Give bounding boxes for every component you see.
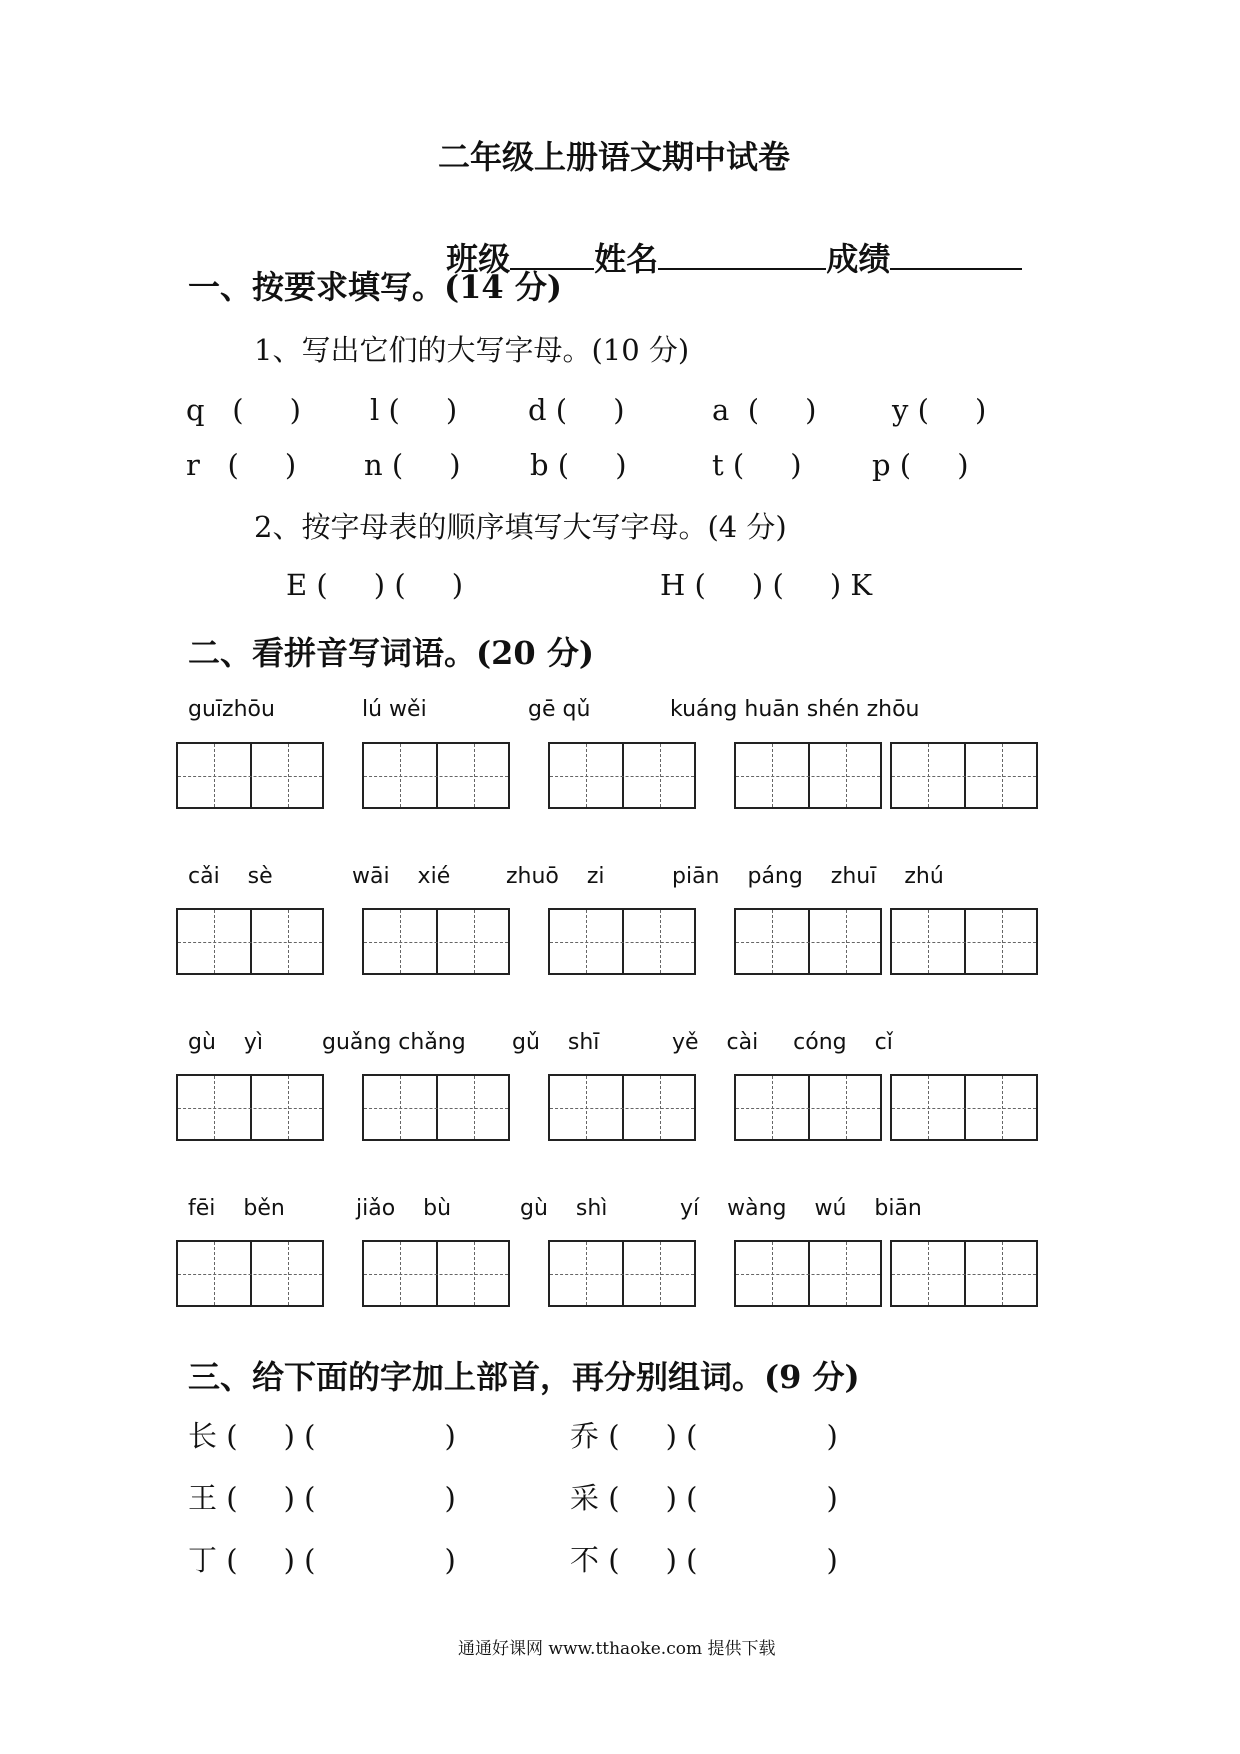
- grid-line: [178, 1108, 322, 1109]
- page-title: 二年级上册语文期中试卷: [438, 138, 791, 176]
- writing-grid[interactable]: [734, 742, 882, 809]
- grid-line: [550, 1274, 694, 1275]
- base-character: 不: [570, 1543, 600, 1577]
- name-label: 姓名: [594, 240, 659, 278]
- writing-grid[interactable]: [890, 1074, 1038, 1141]
- grid-line: [364, 1108, 508, 1109]
- radical-item: 不 ( ) ( ): [570, 1543, 838, 1577]
- grid-line: [736, 1274, 880, 1275]
- writing-grid[interactable]: [890, 1240, 1038, 1307]
- writing-grid[interactable]: [548, 1240, 696, 1307]
- letter: n: [364, 448, 383, 482]
- base-character: 王: [188, 1481, 218, 1515]
- base-character: 乔: [570, 1419, 600, 1453]
- pinyin-label: gù shì: [520, 1196, 608, 1221]
- radical-item: 乔 ( ) ( ): [570, 1419, 838, 1453]
- letter-item: q ( ): [186, 393, 301, 427]
- writing-grid[interactable]: [176, 742, 324, 809]
- pinyin-label: jiǎo bù: [356, 1196, 452, 1221]
- pinyin-label: gù yì: [188, 1030, 264, 1055]
- writing-grid[interactable]: [362, 908, 510, 975]
- base-character: 长: [188, 1419, 218, 1453]
- letter-item: l ( ): [370, 393, 458, 427]
- pinyin-label: lú wěi: [362, 697, 427, 722]
- score-blank[interactable]: [890, 242, 1022, 270]
- pinyin-label: guīzhōu: [188, 697, 275, 722]
- pinyin-label: wāi xié: [352, 864, 451, 889]
- writing-grid[interactable]: [176, 1240, 324, 1307]
- grid-line: [550, 942, 694, 943]
- writing-grid[interactable]: [362, 1240, 510, 1307]
- letter: b: [530, 448, 549, 482]
- grid-line: [892, 1108, 1036, 1109]
- grid-line: [550, 776, 694, 777]
- writing-grid[interactable]: [734, 1074, 882, 1141]
- alphabet-sequence: E ( ) ( ): [286, 568, 464, 602]
- pinyin-label: fēi běn: [188, 1196, 285, 1221]
- letter: t: [712, 448, 724, 482]
- letter: r: [186, 448, 200, 482]
- pinyin-label: piān páng zhuī zhú: [672, 864, 944, 889]
- alphabet-sequence: H ( ) ( ) K: [660, 568, 873, 602]
- grid-line: [550, 1108, 694, 1109]
- letter: d: [528, 393, 547, 427]
- section-1-question-2: 2、按字母表的顺序填写大写字母。(4 分): [254, 510, 787, 544]
- grid-line: [364, 942, 508, 943]
- pinyin-label: guǎng chǎng: [322, 1030, 466, 1055]
- letter-item: a ( ): [712, 393, 817, 427]
- writing-grid[interactable]: [890, 908, 1038, 975]
- footer-credit: 通通好课网 www.tthaoke.com 提供下载: [458, 1639, 776, 1659]
- name-blank[interactable]: [658, 242, 826, 270]
- section-1-question-1: 1、写出它们的大写字母。(10 分): [254, 333, 690, 367]
- grid-line: [892, 942, 1036, 943]
- writing-grid[interactable]: [176, 908, 324, 975]
- writing-grid[interactable]: [548, 742, 696, 809]
- letter-item: b ( ): [530, 448, 627, 482]
- radical-item: 采 ( ) ( ): [570, 1481, 838, 1515]
- section-2-heading: 二、看拼音写词语。(20 分): [188, 634, 594, 672]
- grid-line: [736, 1108, 880, 1109]
- writing-grid[interactable]: [548, 1074, 696, 1141]
- letter: p: [872, 448, 891, 482]
- pinyin-label: yě cài cóng cǐ: [672, 1030, 893, 1055]
- score-label: 成绩: [826, 240, 891, 278]
- letter-item: t ( ): [712, 448, 802, 482]
- radical-item: 长 ( ) ( ): [188, 1419, 456, 1453]
- pinyin-label: zhuō zi: [506, 864, 605, 889]
- grid-line: [892, 776, 1036, 777]
- grid-line: [736, 776, 880, 777]
- grid-line: [892, 1274, 1036, 1275]
- grid-line: [364, 776, 508, 777]
- base-character: 采: [570, 1481, 600, 1515]
- letter-item: r ( ): [186, 448, 297, 482]
- writing-grid[interactable]: [548, 908, 696, 975]
- letter-item: d ( ): [528, 393, 625, 427]
- base-character: 丁: [188, 1543, 218, 1577]
- letter-item: y ( ): [892, 393, 987, 427]
- letter-item: n ( ): [364, 448, 461, 482]
- letter: l: [370, 393, 380, 427]
- grid-line: [178, 776, 322, 777]
- writing-grid[interactable]: [734, 908, 882, 975]
- grid-line: [178, 942, 322, 943]
- writing-grid[interactable]: [176, 1074, 324, 1141]
- grid-line: [178, 1274, 322, 1275]
- letter-item: p ( ): [872, 448, 969, 482]
- radical-item: 王 ( ) ( ): [188, 1481, 456, 1515]
- section-3-heading: 三、给下面的字加上部首，再分别组词。(9 分): [188, 1358, 860, 1396]
- pinyin-label: gē qǔ: [528, 697, 591, 722]
- pinyin-label: gǔ shī: [512, 1030, 600, 1055]
- section-1-heading: 一、按要求填写。(14 分): [188, 268, 562, 306]
- letter: y: [892, 393, 909, 427]
- writing-grid[interactable]: [890, 742, 1038, 809]
- writing-grid[interactable]: [362, 1074, 510, 1141]
- pinyin-label: yí wàng wú biān: [680, 1196, 922, 1221]
- writing-grid[interactable]: [362, 742, 510, 809]
- grid-line: [364, 1274, 508, 1275]
- grid-line: [736, 942, 880, 943]
- letter: a: [712, 393, 730, 427]
- writing-grid[interactable]: [734, 1240, 882, 1307]
- pinyin-label: cǎi sè: [188, 864, 273, 889]
- pinyin-label: kuáng huān shén zhōu: [670, 697, 920, 722]
- radical-item: 丁 ( ) ( ): [188, 1543, 456, 1577]
- letter: q: [186, 393, 205, 427]
- class-label: 班级: [446, 240, 511, 278]
